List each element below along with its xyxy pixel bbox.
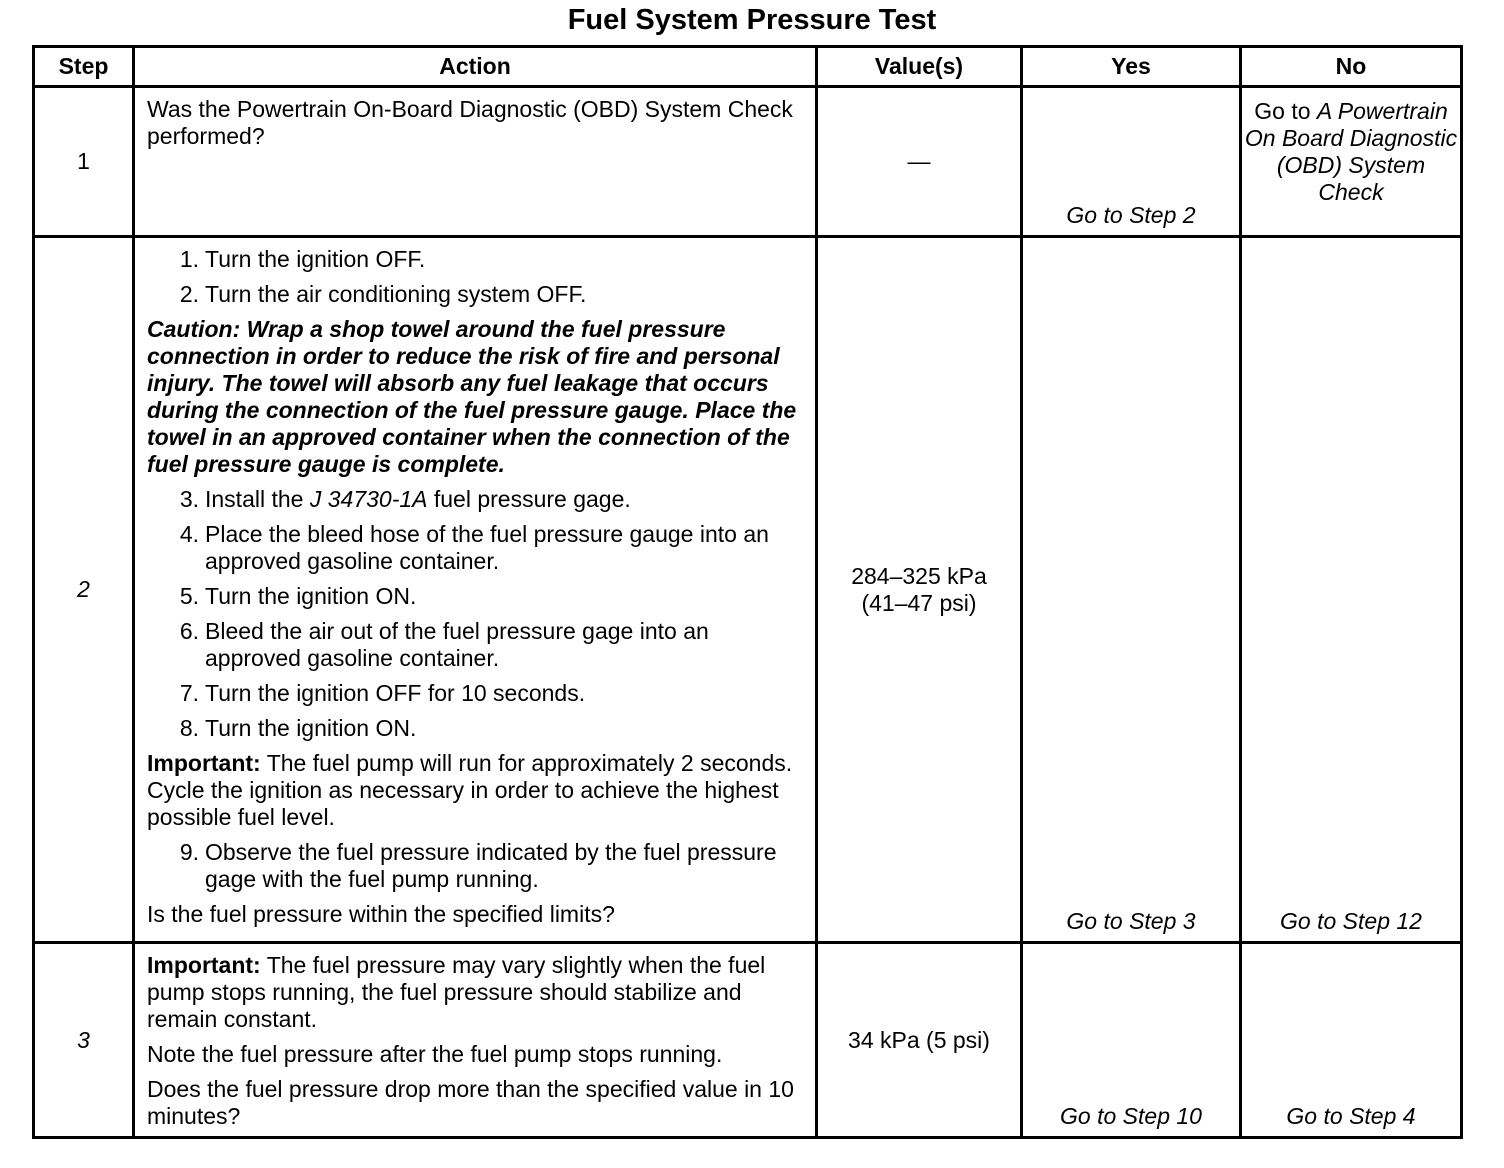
- table-row: [34, 943, 1462, 1138]
- action-cell: [134, 87, 817, 237]
- list-item: 8. Turn the ignition ON.: [179, 715, 417, 741]
- yes-cell: Go to Step 10: [1022, 943, 1241, 1138]
- list-item: 9. Observe the fuel pressure indicated by the fuel pressure gage with the fuel pump running.: [179, 839, 777, 892]
- list-item: 2. Turn the air conditioning system OFF.: [179, 281, 587, 307]
- list-item: 7. Turn the ignition OFF for 10 seconds.: [179, 680, 586, 706]
- header-no: No: [1241, 47, 1462, 87]
- step-number: 3: [34, 943, 134, 1138]
- value-kpa: 284–325 kPa: [851, 562, 987, 589]
- header-values: Value(s): [817, 47, 1022, 87]
- action-question: Is the fuel pressure within the specified limits?: [147, 901, 615, 927]
- list-item: 4. Place the bleed hose of the fuel pressure gauge into an approved gasoline container.: [179, 521, 769, 574]
- value-cell: [817, 237, 1022, 943]
- table-row: [34, 87, 1462, 237]
- table-header-row: [34, 47, 1462, 87]
- table-row: [34, 237, 1462, 943]
- no-cell: [1241, 87, 1462, 237]
- step-number: 1: [34, 87, 134, 237]
- action-cell: [134, 943, 817, 1138]
- step-list: [147, 839, 805, 893]
- step-number: 2: [34, 237, 134, 943]
- list-item: 6. Bleed the air out of the fuel pressure gage into an approved gasoline container.: [179, 618, 709, 671]
- caution-text: Caution: Wrap a shop towel around the fuel pressure connection in order to reduce the risk of fire and personal injury. The towel will absorb any fuel leakage that occurs during the connection of the fuel pressure gauge. Place the towel in an approved container when the connection of the fuel pressure gauge is complete.: [147, 316, 797, 477]
- value-psi: (41–47 psi): [861, 589, 977, 616]
- action-note: Note the fuel pressure after the fuel pump stops running.: [147, 1041, 723, 1067]
- no-cell: Go to Step 4: [1241, 943, 1462, 1138]
- value-cell: 34 kPa (5 psi): [817, 943, 1022, 1138]
- step-list: [147, 486, 805, 742]
- list-item: 3. Install the J 34730-1A fuel pressure gage.: [179, 486, 631, 512]
- no-reference: A Powertrain On Board Diagnostic (OBD) System Check: [1244, 98, 1458, 205]
- value-cell: —: [817, 87, 1022, 237]
- header-step: Step: [34, 47, 134, 87]
- header-action: Action: [134, 47, 817, 87]
- header-yes: Yes: [1022, 47, 1241, 87]
- diagnostic-table: [32, 45, 1463, 1139]
- step-list: [147, 246, 805, 308]
- list-item: 1. Turn the ignition OFF.: [179, 246, 426, 272]
- important-note: Important: The fuel pressure may vary slightly when the fuel pump stops running, the fuel pressure should stabilize and remain constant.: [147, 952, 766, 1032]
- action-cell: [134, 237, 817, 943]
- no-prefix: Go to: [1254, 98, 1311, 124]
- action-question: Was the Powertrain On-Board Diagnostic (OBD) System Check performed?: [147, 96, 793, 149]
- yes-cell: Go to Step 3: [1022, 237, 1241, 943]
- no-cell: Go to Step 12: [1241, 237, 1462, 943]
- action-question: Does the fuel pressure drop more than the specified value in 10 minutes?: [147, 1076, 794, 1129]
- yes-cell: Go to Step 2: [1022, 87, 1241, 237]
- page-title: Fuel System Pressure Test: [567, 4, 937, 36]
- tool-reference: J 34730-1A: [309, 486, 428, 512]
- list-item: 5. Turn the ignition ON.: [179, 583, 417, 609]
- important-note: Important: The fuel pump will run for approximately 2 seconds. Cycle the ignition as necessary in order to achieve the highest possible fuel level.: [147, 750, 793, 830]
